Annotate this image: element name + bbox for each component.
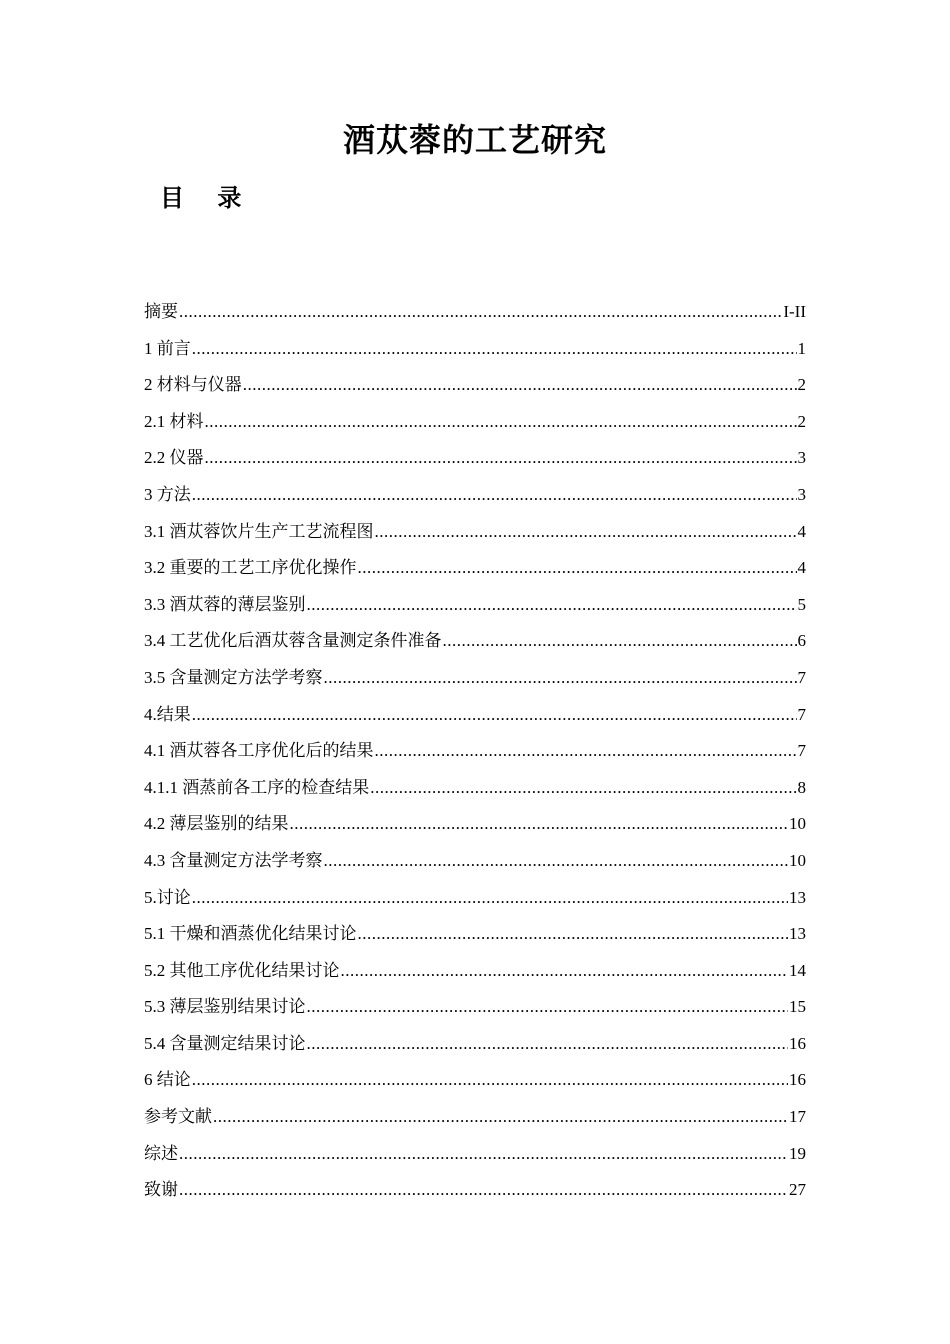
toc-entry-page: 13 [789, 924, 806, 944]
toc-leader-dots [324, 662, 797, 694]
toc-entry-page: 19 [789, 1143, 806, 1163]
toc-entry[interactable] [144, 991, 806, 1028]
toc-entry-label: 摘要 [144, 302, 178, 321]
toc-leader-dots [290, 808, 789, 840]
toc-entry[interactable] [144, 735, 806, 772]
toc-entry[interactable] [144, 699, 806, 736]
toc-entry-label: 4.1.1 酒蒸前各工序的检查结果 [144, 777, 370, 797]
toc-entry-page: 3 [797, 484, 806, 504]
toc-entry-page: 7 [797, 741, 806, 761]
toc-leader-dots [370, 772, 796, 804]
toc-entry[interactable] [144, 479, 806, 516]
toc-entry-page: 16 [789, 1033, 806, 1053]
toc-entry-page: I-II [783, 302, 806, 321]
toc-entry-page: 13 [789, 887, 806, 907]
toc-entry[interactable] [144, 589, 806, 626]
toc-leader-dots [192, 699, 797, 731]
toc-entry-page: 6 [797, 631, 806, 651]
toc-entry-page: 7 [797, 667, 806, 687]
toc-entry-page: 10 [789, 814, 806, 834]
toc-leader-dots [179, 1138, 788, 1170]
toc-leader-dots [213, 1101, 788, 1133]
toc-entry-label: 2.1 材料 [144, 411, 204, 431]
toc-entry-page: 2 [797, 411, 806, 431]
toc-entry-label: 5.1 干燥和酒蒸优化结果讨论 [144, 924, 357, 944]
toc-entry[interactable] [144, 1174, 806, 1211]
toc-leader-dots [307, 589, 797, 621]
toc-entry-label: 3.4 工艺优化后酒苁蓉含量测定条件准备 [144, 631, 442, 651]
toc-leader-dots [358, 918, 789, 950]
toc-entry[interactable] [144, 772, 806, 809]
toc-entry-label: 5.2 其他工序优化结果讨论 [144, 960, 340, 980]
toc-entry[interactable] [144, 516, 806, 553]
toc-entry-page: 16 [789, 1070, 806, 1090]
toc-entry-page: 15 [789, 997, 806, 1017]
toc-entry-label: 2.2 仪器 [144, 448, 204, 468]
toc-entry-page: 7 [797, 704, 806, 724]
toc-entry[interactable] [144, 552, 806, 589]
toc-entry[interactable] [144, 808, 806, 845]
toc-entry[interactable] [144, 918, 806, 955]
toc-leader-dots [324, 845, 789, 877]
toc-leader-dots [375, 516, 797, 548]
toc-entry-label: 5.4 含量测定结果讨论 [144, 1033, 306, 1053]
toc-entry-page: 14 [789, 960, 806, 980]
toc-leader-dots [205, 442, 797, 474]
toc-entry[interactable] [144, 333, 806, 370]
toc-entry[interactable] [144, 1138, 806, 1175]
toc-entry-page: 27 [789, 1180, 806, 1200]
toc-leader-dots [443, 625, 797, 657]
toc-leader-dots [358, 552, 797, 584]
toc-entry[interactable] [144, 882, 806, 919]
toc-entry[interactable] [144, 845, 806, 882]
toc-entry-label: 4.结果 [144, 704, 191, 724]
toc-entry-page: 4 [797, 521, 806, 541]
toc-leader-dots [192, 333, 797, 365]
toc-entry[interactable] [144, 406, 806, 443]
toc-entry[interactable] [144, 442, 806, 479]
toc-leader-dots [243, 369, 797, 401]
toc-entry-page: 4 [797, 558, 806, 578]
toc-leader-dots [192, 479, 797, 511]
toc-entry-page: 5 [797, 594, 806, 614]
toc-entry[interactable] [144, 296, 806, 333]
toc-leader-dots [192, 1064, 788, 1096]
toc-leader-dots [192, 882, 788, 914]
toc-leader-dots [179, 296, 782, 328]
toc-leader-dots [179, 1174, 788, 1206]
toc-entry-label: 4.1 酒苁蓉各工序优化后的结果 [144, 741, 374, 761]
document-title: 酒苁蓉的工艺研究 [342, 121, 607, 159]
toc-leader-dots [375, 735, 797, 767]
toc-entry-label: 4.3 含量测定方法学考察 [144, 850, 323, 870]
toc-entry-label: 参考文献 [144, 1107, 212, 1127]
toc-entry-label: 致谢 [144, 1180, 178, 1200]
toc-entry-page: 17 [789, 1107, 806, 1127]
toc-entry-label: 3.1 酒苁蓉饮片生产工艺流程图 [144, 521, 374, 541]
toc-entry-label: 3 方法 [144, 484, 191, 504]
toc-entry[interactable] [144, 1101, 806, 1138]
toc-entry[interactable] [144, 1028, 806, 1065]
toc-entry[interactable] [144, 625, 806, 662]
toc-entry-label: 5.3 薄层鉴别结果讨论 [144, 997, 306, 1017]
toc-entry-label: 3.2 重要的工艺工序优化操作 [144, 558, 357, 578]
toc-entry-label: 2 材料与仪器 [144, 375, 242, 395]
toc-entry-page: 10 [789, 850, 806, 870]
toc-entry-page: 3 [797, 448, 806, 468]
toc-entry[interactable] [144, 662, 806, 699]
toc-entry-label: 6 结论 [144, 1070, 191, 1090]
toc-leader-dots [307, 1028, 789, 1060]
toc-entry[interactable] [144, 369, 806, 406]
toc-heading: 目 录 [160, 184, 242, 212]
toc-leader-dots [341, 955, 789, 987]
toc-entry-page: 2 [797, 375, 806, 395]
toc-entry-label: 1 前言 [144, 338, 191, 358]
table-of-contents [144, 296, 806, 1211]
toc-entry-label: 综述 [144, 1143, 178, 1163]
toc-leader-dots [205, 406, 797, 438]
toc-entry-label: 3.5 含量测定方法学考察 [144, 667, 323, 687]
toc-entry-page: 8 [797, 777, 806, 797]
toc-entry[interactable] [144, 1064, 806, 1101]
toc-entry-label: 3.3 酒苁蓉的薄层鉴别 [144, 594, 306, 614]
toc-leader-dots [307, 991, 789, 1023]
toc-entry[interactable] [144, 955, 806, 992]
toc-entry-page: 1 [797, 338, 806, 358]
toc-entry-label: 5.讨论 [144, 887, 191, 907]
toc-entry-label: 4.2 薄层鉴别的结果 [144, 814, 289, 834]
